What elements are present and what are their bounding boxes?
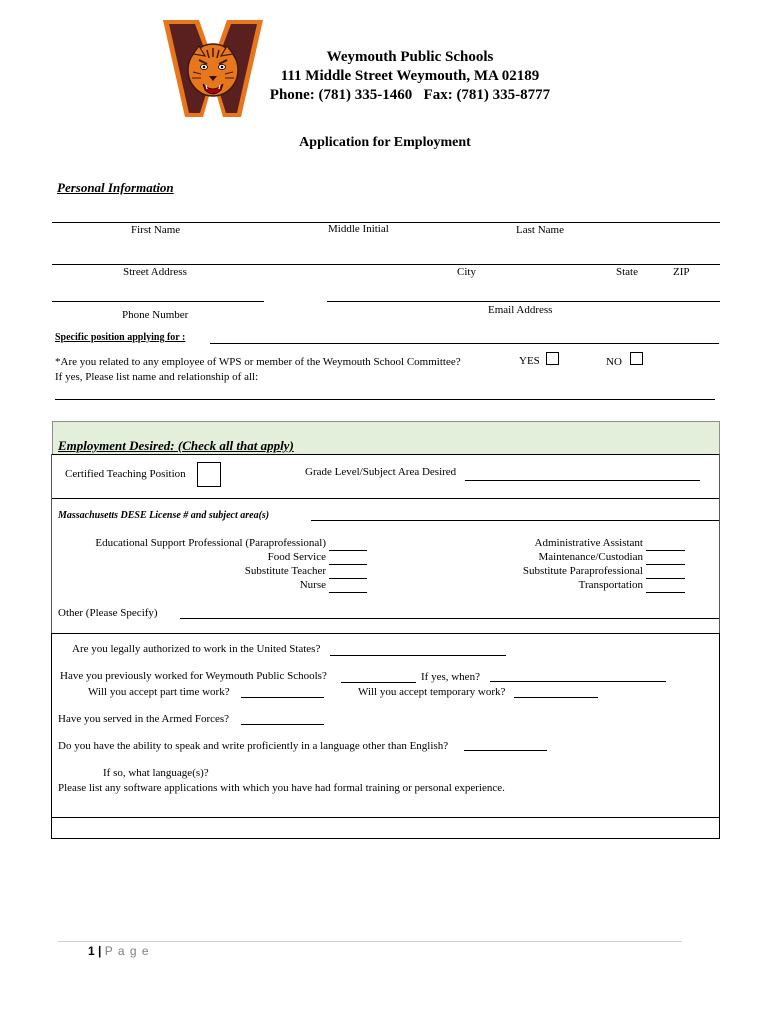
certified-teaching-label: Certified Teaching Position <box>65 468 186 480</box>
page-separator: | <box>98 944 102 958</box>
educational-support-blank[interactable] <box>329 538 367 551</box>
employment-section-title: Employment Desired: (Check all that apply) <box>58 438 294 453</box>
part-time-answer-line[interactable] <box>241 697 324 698</box>
email-line[interactable] <box>327 301 720 302</box>
last-name-label: Last Name <box>516 224 564 236</box>
questions-box <box>51 633 720 839</box>
form-title: Application for Employment <box>299 135 471 150</box>
email-address-label: Email Address <box>488 304 553 316</box>
previously-worked-answer-line[interactable] <box>341 682 416 683</box>
city-label: City <box>457 266 476 278</box>
phone-number-label: Phone Number <box>122 309 189 321</box>
option-substitute-paraprofessional: Substitute Paraprofessional <box>522 565 643 577</box>
software-question: Please list any software applications with which you have had formal training or personal experience. <box>58 782 505 794</box>
employment-divider <box>52 498 719 499</box>
org-name: Weymouth Public Schools <box>326 49 494 65</box>
certified-teaching-checkbox[interactable] <box>197 462 221 487</box>
footer-rule <box>58 941 682 942</box>
administrative-assistant-blank[interactable] <box>646 538 685 551</box>
related-question: *Are you related to any employee of WPS or member of the Weymouth School Committee? <box>55 356 461 368</box>
employment-header-bottom <box>52 454 719 455</box>
substitute-paraprofessional-blank[interactable] <box>646 566 685 579</box>
relationship-line[interactable] <box>55 399 715 400</box>
if-yes-when-answer-line[interactable] <box>490 681 666 682</box>
grade-level-label: Grade Level/Subject Area Desired <box>305 466 457 478</box>
substitute-teacher-blank[interactable] <box>329 566 367 579</box>
no-checkbox[interactable] <box>630 352 643 365</box>
temporary-question: Will you accept temporary work? <box>358 686 506 698</box>
grade-level-input-line[interactable] <box>465 480 700 481</box>
previously-worked-question: Have you previously worked for Weymouth Public Schools? <box>60 670 327 682</box>
armed-forces-question: Have you served in the Armed Forces? <box>58 713 230 725</box>
language-answer-line[interactable] <box>464 750 547 751</box>
option-administrative-assistant: Administrative Assistant <box>534 537 643 549</box>
option-educational-support: Educational Support Professional (Paraprofessional) <box>95 537 326 549</box>
option-maintenance-custodian: Maintenance/Custodian <box>538 551 643 563</box>
related-followup: If yes, Please list name and relationship of all: <box>55 371 259 383</box>
page-footer <box>88 944 150 958</box>
questions-box-divider <box>51 817 720 818</box>
page-word: P a g e <box>104 944 150 958</box>
state-label: State <box>616 266 638 278</box>
option-transportation: Transportation <box>578 579 643 591</box>
temporary-answer-line[interactable] <box>514 697 598 698</box>
food-service-blank[interactable] <box>329 552 367 565</box>
if-yes-when-label: If yes, when? <box>421 671 480 683</box>
address-line[interactable] <box>52 264 720 265</box>
page-number: 1 <box>88 944 95 958</box>
yes-label: YES <box>519 355 540 367</box>
other-specify-label: Other (Please Specify) <box>58 607 158 619</box>
authorized-question: Are you legally authorized to work in the United States? <box>72 643 321 655</box>
phone-line[interactable] <box>52 301 264 302</box>
yes-checkbox[interactable] <box>546 352 559 365</box>
authorized-answer-line[interactable] <box>330 655 506 656</box>
maintenance-custodian-blank[interactable] <box>646 552 685 565</box>
option-food-service: Food Service <box>267 551 326 563</box>
first-name-label: First Name <box>131 224 181 236</box>
org-address: 111 Middle Street Weymouth, MA 02189 <box>280 68 540 84</box>
transportation-blank[interactable] <box>646 580 685 593</box>
middle-initial-label: Middle Initial <box>328 223 389 235</box>
armed-forces-answer-line[interactable] <box>241 724 324 725</box>
part-time-question: Will you accept part time work? <box>88 686 230 698</box>
position-input-line[interactable] <box>210 343 719 344</box>
language-question: Do you have the ability to speak and write proficiently in a language other than English? <box>58 740 449 752</box>
which-language-question: If so, what language(s)? <box>103 767 209 779</box>
other-specify-input-line[interactable] <box>180 618 719 619</box>
zip-label: ZIP <box>673 266 690 278</box>
no-label: NO <box>606 356 622 368</box>
option-nurse: Nurse <box>299 579 326 591</box>
position-label: Specific position applying for : <box>55 332 186 343</box>
license-input-line[interactable] <box>311 520 719 521</box>
org-phone-fax: Phone: (781) 335-1460 Fax: (781) 335-8777 <box>269 87 551 103</box>
street-address-label: Street Address <box>123 266 187 278</box>
nurse-blank[interactable] <box>329 580 367 593</box>
personal-section-title: Personal Information <box>57 180 174 195</box>
option-substitute-teacher: Substitute Teacher <box>244 565 326 577</box>
license-label: Massachusetts DESE License # and subject area(s) <box>58 510 270 521</box>
